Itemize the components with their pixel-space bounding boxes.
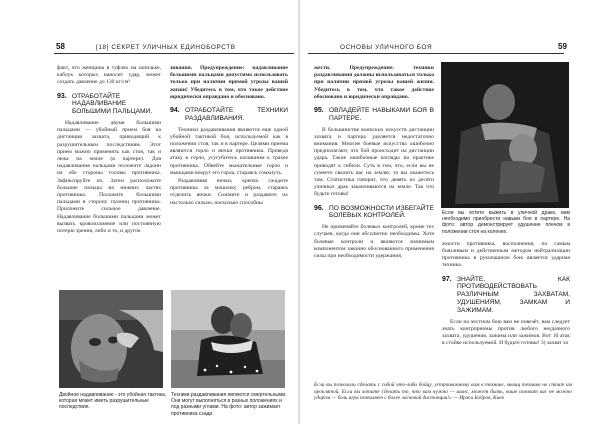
page-number-left: 58 — [56, 42, 65, 51]
header-rule-right — [308, 53, 564, 54]
left-column-2 — [170, 65, 288, 208]
section-heading-97 — [442, 276, 570, 315]
section-heading-93 — [57, 93, 161, 116]
photo-caption-right: Если вы хотите выжить в уличной драке, вам необходимо приобрести навыки боя в партере. На фото: автор демонстрирует удушение плечом в положении стоя на коленях. — [442, 210, 570, 235]
photo-thumb-gouge — [59, 290, 163, 388]
footnote: Если вы позволили сделать с собой что-либо бойцу, устраиваемому вам в технике, мышц техника не стоит им проклятой. Если вы хотите сделать то, что вам нужно — шанс, может быть, ваше позовит вас не можно ударом — боль игра позволяет с более ласковой дистанции!» — Иржи Бобров, Киев — [314, 382, 572, 402]
right-page — [300, 0, 600, 424]
section-number: 96. — [314, 204, 324, 212]
intro-text: жности противника, восполнения, по самым боязливым и действенным методом нейтрализации противника в рукопашном бою является ударная техника. — [442, 240, 570, 269]
page-number-right: 59 — [558, 42, 567, 51]
section-body: В большинстве воинских искусств дистанции захвата и партера уделяется недостаточно внимания. Многие боевые искусства ошибочно предполагают, что бой происходит на дистанции удара. Такие ошибочные взгляды на практике приводят к гибели. Суть в том, что, если вы не сумеете свалить вас на землю, то вы окажетесь там. Статистика говорит, что девять из десяти уличных драк заканчиваются на земле. Так что будьте готовы! — [314, 126, 434, 198]
section-body: Не применяйте болевых контролей, кроме тех случаев, когда они абсолютно необходимы. Хотя болевые контроли и являются значимым компонентом законно обоснованного применения силы при необходимости удержания, — [314, 224, 434, 260]
section-title: ЗНАЙТЕ, КАК ПРОТИВОДЕЙСТВОВАТЬ РАЗЛИЧНЫМ ЗАХВАТАМ, УДУШЕНИЯМ, ЗАМКАМ И ЗАЖИМАМ. — [457, 275, 570, 314]
photo-crushing-technique-image — [171, 290, 285, 388]
left-column-1 — [57, 65, 161, 236]
section-body: Раздавливая яички, крепко сжадите противника за мошонку ребром, стараясь отделить яички. Сожмите и раздавите их настолько сильно, насколько способны — [170, 178, 288, 206]
section-number: 95. — [314, 107, 324, 115]
section-title: ПО ВОЗМОЖНОСТИ ИЗБЕГАЙТЕ БОЛЕВЫХ КОНТРОЛЕЙ. — [329, 204, 434, 220]
photo-ground-fighting-image — [441, 62, 569, 208]
photo-caption-left-1: Двойное надавливание - это убойная тактика, которая может иметь разрушительные последствия. — [59, 392, 167, 411]
running-header-left: [18] СЕКРЕТ УЛИЧНЫХ ЕДИНОБОРСТВ — [96, 44, 236, 51]
section-heading-96 — [314, 205, 434, 221]
right-column-2 — [442, 210, 570, 348]
photo-crushing-technique — [171, 290, 285, 388]
section-body: Если на честном бою вам не повезёт, вам следует знать контрприемы против любого неудачного захвата, удушения, зажима или зажимов. Вот 10 атак в стойке используемой. И будьте готовы! 3) захват за — [442, 318, 570, 347]
intro-text: факт, что женщина в туфлях на шпильке, каблук которых наносит удар, может создать давление до 130 кг/см² — [57, 65, 161, 86]
section-number: 94. — [170, 107, 180, 115]
section-heading-95 — [314, 107, 434, 123]
header-rule-left — [54, 53, 294, 54]
running-header-right: ОСНОВЫ УЛИЧНОГО БОЯ — [340, 44, 433, 51]
right-column-1 — [314, 65, 434, 261]
section-heading-94 — [170, 107, 288, 123]
section-title: ОТРАБОТАЙТЕ НАДАВЛИВАНИЕ БОЛЬШИМИ ПАЛЬЦАМИ. — [72, 92, 153, 116]
warning-text: жести. Предупреждение: техники раздавливания должны использоваться только при наличии прямой угрозы вашей жизни. Убедитесь в том, что такое действие обосновано и юридически оправдано. — [314, 65, 434, 100]
section-body: Надавливание двумя большими пальцами — убойный прием боя на дистанции захвата, приводящий к разрушительным последствиям. Этот прием можно применять как стоя, так и лежа на земле (в партере). Для надавливания пальцами положите ладони на обе стороны головы противника. Зафиксируйте их. Затем расположите большие пальцы на нижних частях противника. Положите большими пальцами в сторону глазниц противника. Приложите сильное давление. Надавливание большими пальцами может вызвать кровоизлияние или постоянную потерю зрения, либо и то, и другое. — [57, 120, 161, 235]
section-number: 97. — [442, 275, 452, 283]
section-title: ОВЛАДЕЙТЕ НАВЫКАМИ БОЯ В ПАРТЕРЕ. — [329, 107, 434, 122]
section-title: ОТРАБОТАЙТЕ ТЕХНИКИ РАЗДАВЛИВАНИЯ. — [185, 107, 288, 122]
warning-text: зивания. Предупреждение: надавливание большими пальцами допустимо использовать только при наличии прямой угрозы вашей жизни! Убедитесь в том, что такое действие юридически оправдано и обосновано. — [170, 65, 288, 100]
section-number: 93. — [57, 92, 67, 100]
section-body: Техники раздавливания являются еще одной убойной тактикой боя, используемой как в положении стоя, так и в партере. Целями приема являются горло и яички противника. Проведя атаку в горло, усугубитесь излишним к трахее противника. Обвейте мыжательные горло и мышцами вокруг его горла, стараясь сомкнуть. — [170, 126, 288, 176]
photo-ground-fighting — [441, 62, 569, 208]
photo-thumb-gouge-image — [59, 290, 163, 388]
photo-caption-left-2: Техники раздавливания являются смертельными. Они могут выполняться в разных положениях и под разными углами. На фото: автор зажимает противника сзади. — [171, 392, 287, 417]
